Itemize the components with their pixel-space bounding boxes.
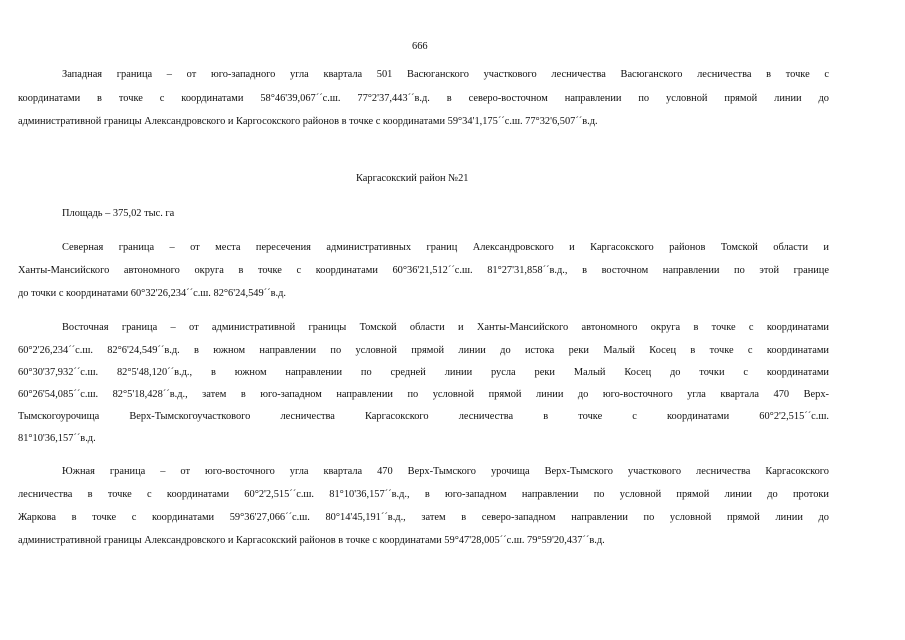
paragraph-line: административной границы Александровского и Каргосокского районов в точке с координатами 59°34'1,175´´с.ш. 77°32'6,507´´в.д. [18,116,598,127]
paragraph-line: Жаркова в точке с координатами 59°36'27,066´´с.ш. 80°14'45,191´´в.д., затем в северо-западном направлении по условной прямой линии до [18,512,829,523]
area-text: Площадь – 375,02 тыс. га [62,208,175,219]
paragraph-line: Южная граница – от юго-восточного угла квартала 470 Верх-Тымского урочища Верх-Тымского участкового лесничества Каргасокского [62,466,829,477]
page-number: 666 [412,41,428,52]
paragraph-line: лесничества в точке с координатами 60°2'2,515´´с.ш. 81°10'36,157´´в.д., в юго-западном направлении по условной прямой линии до протоки [18,489,829,500]
paragraph-line: Северная граница – от места пересечения административных границ Александровского и Каргасокского районов Томской области и [62,242,829,253]
paragraph-line: 60°2'26,234´´с.ш. 82°6'24,549´´в.д. в южном направлении по условной прямой линии до истока реки Малый Косец в точке с координатами [18,345,829,356]
paragraph-line: Западная граница – от юго-западного угла квартала 501 Васюганского участкового лесничества Васюганского лесничества в точке с [62,69,829,80]
paragraph-line: координатами в точке с координатами 58°46'39,067´´с.ш. 77°2'37,443´´в.д. в северо-восточном направлении по условной прямой линии до [18,93,829,104]
section-title: Каргасокский район №21 [356,173,469,184]
paragraph-line: административной границы Александровского и Каргасокский районов в точке с координатами 59°47'28,005´´с.ш. 79°59'20,437´´в.д. [18,535,605,546]
paragraph-line: 60°30'37,932´´с.ш. 82°5'48,120´´в.д., в южном направлении по средней линии русла реки Малый Косец до точки с координатами [18,367,829,378]
paragraph-line: Тымскогоурочища Верх-Тымскогоучасткового лесничества Каргасокского лесничества в точке с координатами 60°2'2,515´´с.ш. [18,411,829,422]
paragraph-line: Восточная граница – от административной границы Томской области и Ханты-Мансийского автономного округа в точке с координатами [62,322,829,333]
paragraph-line: 81°10'36,157´´в.д. [18,433,96,444]
paragraph-line: до точки с координатами 60°32'26,234´´с.ш. 82°6'24,549´´в.д. [18,288,286,299]
paragraph-line: 60°26'54,085´´с.ш. 82°5'18,428´´в.д., затем в юго-западном направлении по условной прямой линии до юго-восточного угла квартала 470 Верх- [18,389,829,400]
paragraph-line: Ханты-Мансийского автономного округа в точке с координатами 60°36'21,512´´с.ш. 81°27'31,858´´в.д., в восточном направлении по этой границе [18,265,829,276]
